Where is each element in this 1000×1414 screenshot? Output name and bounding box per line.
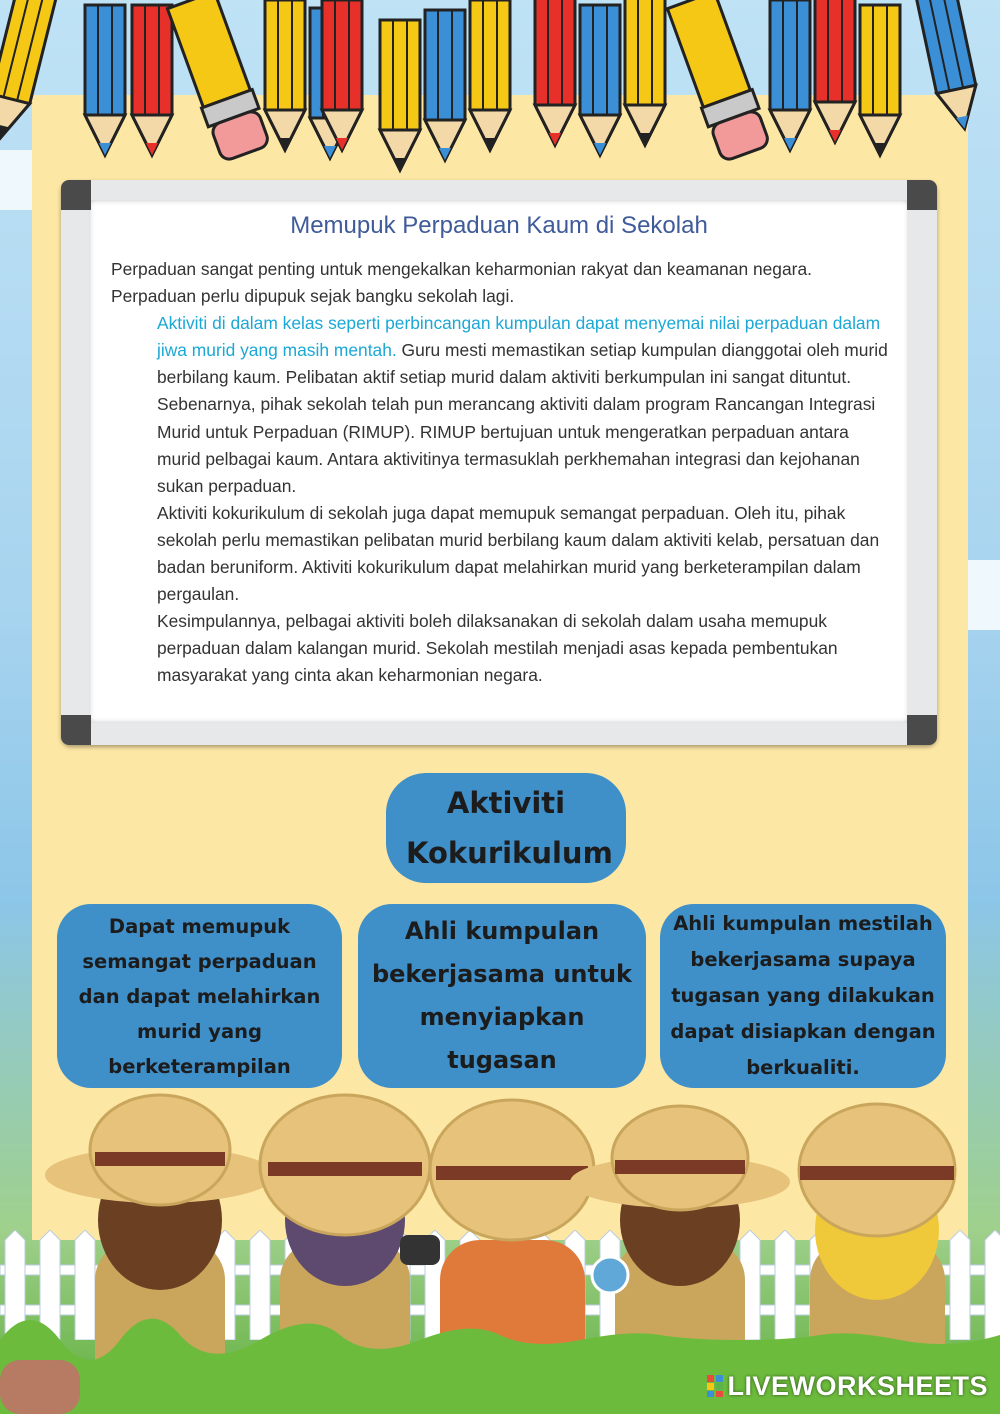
highlighted-sentence: Aktiviti di dalam kelas seperti perbincangan kumpulan dapat menyemai nilai perpaduan dalam jiwa murid yang masih mentah. bbox=[157, 313, 881, 361]
paragraph-2 bbox=[111, 310, 891, 391]
paragraph-2-rest: Guru mesti memastikan setiap kumpulan dianggotai oleh murid berbilang kaum. Pelibatan aktif setiap murid dalam aktiviti berkumpulan ini sangat dituntut. bbox=[157, 340, 888, 388]
answer-box-2[interactable] bbox=[358, 904, 646, 1088]
logo-text: LIVEWORKSHEETS bbox=[727, 1371, 988, 1401]
board-corner bbox=[907, 715, 937, 745]
answer-text-2: Ahli kumpulan bekerjasama untuk menyiapkan tugasan bbox=[371, 917, 633, 1074]
board-corner bbox=[907, 180, 937, 210]
answer-text-1: Dapat memupuk semangat perpaduan dan dapat melahirkan murid yang berketerampilan bbox=[78, 914, 321, 1078]
paragraph-3: Sebenarnya, pihak sekolah telah pun merancang aktiviti dalam program Rancangan Integrasi Murid untuk Perpaduan (RIMUP). RIMUP bertujuan untuk mengeratkan perpaduan antara murid pelbagai kaum. Antara aktivitinya termasuklah perkhemahan integrasi dan kejohanan sukan perpaduan. bbox=[157, 394, 876, 496]
answer-box-3[interactable] bbox=[660, 904, 946, 1088]
answer-box-1[interactable] bbox=[57, 904, 342, 1088]
children-illustration bbox=[0, 1090, 1000, 1414]
paragraph-5: Kesimpulannya, pelbagai aktiviti boleh dilaksanakan di sekolah dalam usaha memupuk perpaduan dalam kalangan murid. Sekolah mestilah menjadi asas kepada pembentukan masyarakat yang cinta akan keharmonian negara. bbox=[157, 611, 838, 686]
article-title: Memupuk Perpaduan Kaum di Sekolah bbox=[290, 212, 708, 239]
answer-text-3: Ahli kumpulan mestilah bekerjasama supaya tugasan yang dilakukan dapat disiapkan dengan berkualiti. bbox=[670, 912, 936, 1079]
paragraph-1: Perpaduan sangat penting untuk mengekalkan keharmonian rakyat dan keamanan negara. Perpaduan perlu dipupuk sejak bangku sekolah lagi. bbox=[111, 259, 812, 307]
pencil-border bbox=[0, 0, 1000, 180]
activity-title-box bbox=[386, 773, 626, 883]
board-corner bbox=[61, 715, 91, 745]
paragraph-4: Aktiviti kokurikulum di sekolah juga dapat memupuk semangat perpaduan. Oleh itu, pihak sekolah perlu memastikan pelibatan murid berbilang kaum dalam aktiviti kelab, persatuan dan badan beruniform. Aktiviti kokurikulum dapat melahirkan murid yang berketerampilan dalam pergaulan. bbox=[157, 502, 880, 605]
article-body bbox=[111, 256, 891, 690]
liveworksheets-icon bbox=[707, 1375, 723, 1397]
liveworksheets-logo[interactable] bbox=[707, 1371, 988, 1402]
whiteboard bbox=[61, 180, 937, 745]
board-corner bbox=[61, 180, 91, 210]
activity-title: Aktiviti Kokurikulum bbox=[406, 786, 613, 870]
